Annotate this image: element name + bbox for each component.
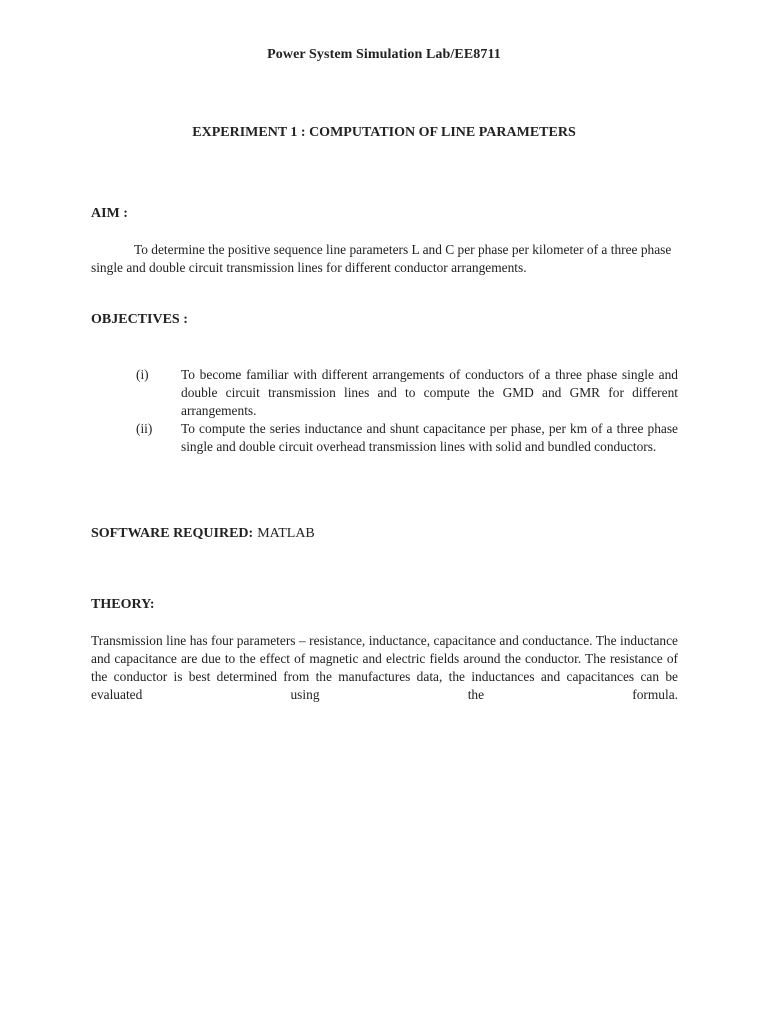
page-header: Power System Simulation Lab/EE8711 [267, 47, 501, 62]
objective-number: (ii) [136, 421, 153, 436]
software-required [91, 526, 315, 542]
objectives-list [136, 366, 678, 456]
aim-heading: AIM : [91, 206, 128, 221]
aim-text: To determine the positive sequence line parameters L and C per phase per kilometer of a three phase single and double circuit transmission lines for different conductor arrangements. [91, 242, 672, 275]
objective-item [136, 366, 678, 420]
aim-paragraph [91, 241, 678, 277]
objective-item [136, 420, 678, 456]
software-value: MATLAB [257, 526, 315, 541]
experiment-title: EXPERIMENT 1 : COMPUTATION OF LINE PARAMETERS [192, 125, 576, 140]
theory-heading: THEORY: [91, 597, 155, 612]
objective-number: (i) [136, 367, 149, 382]
objective-text: To become familiar with different arrangements of conductors of a three phase single and double circuit transmission lines and to compute the GMD and GMR for different arrangements. [181, 367, 678, 418]
objective-text: To compute the series inductance and shunt capacitance per phase, per km of a three phase single and double circuit overhead transmission lines with solid and bundled conductors. [181, 421, 678, 454]
objectives-heading: OBJECTIVES : [91, 312, 188, 327]
theory-paragraph: Transmission line has four parameters – resistance, inductance, capacitance and conductance. The inductance and capacitance are due to the effect of magnetic and electric fields around the conductor. The resistance of the conductor is best determined from the manufactures data, the inductances and capacitances can be evaluated using the formula. [91, 633, 678, 702]
software-label: SOFTWARE REQUIRED: [91, 526, 254, 541]
